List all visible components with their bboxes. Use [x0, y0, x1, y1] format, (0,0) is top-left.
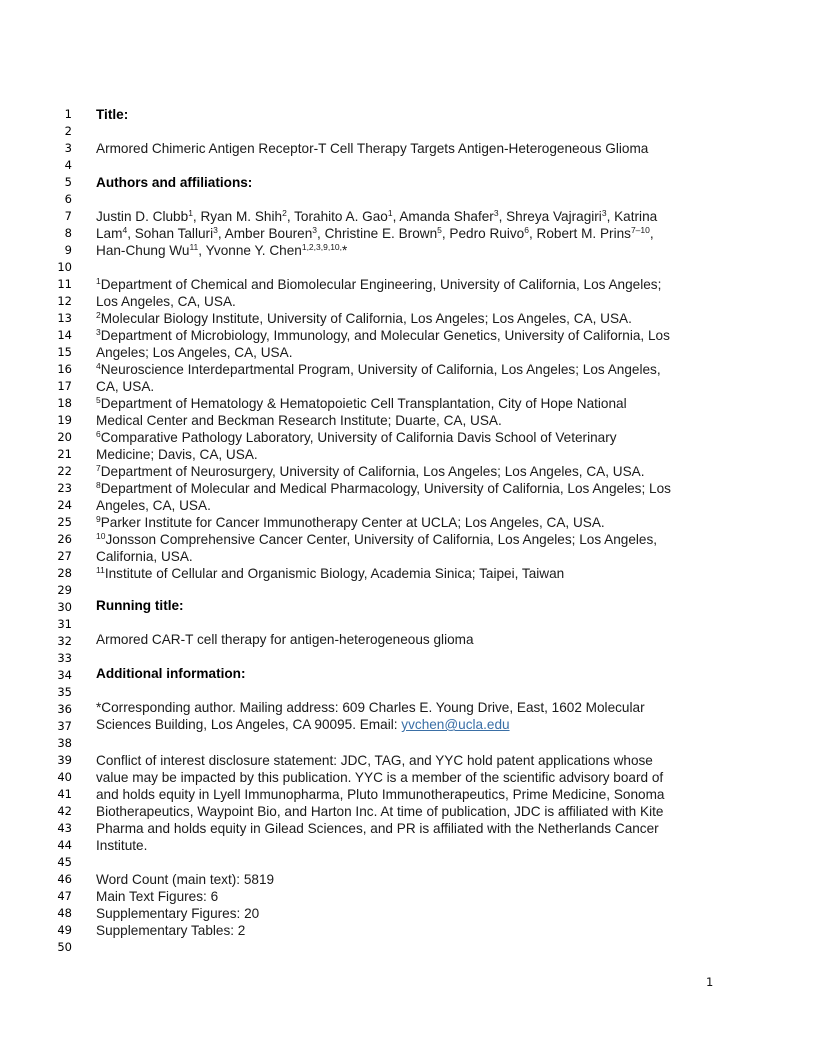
line-number: 45	[57, 855, 72, 869]
line-number: 5	[64, 175, 72, 189]
line-number: 36	[57, 702, 72, 716]
line-number: 43	[57, 821, 72, 835]
affiliation-marker: 7	[96, 463, 101, 473]
affiliation-line: Angeles, CA, USA.	[96, 498, 211, 513]
count-line: Main Text Figures: 6	[96, 889, 219, 904]
affiliation-marker: 6	[96, 429, 101, 439]
author-list-line-3	[96, 242, 347, 259]
affiliation-line: $^9$Parker Institute for Cancer Immunotherapy Center at UCLA; Los Angeles, CA, USA.	[96, 514, 605, 530]
affiliation-marker: 1	[96, 276, 101, 286]
author-text: , Shreya Vajragiri	[498, 209, 602, 224]
affiliation-marker: 6	[524, 225, 529, 235]
line-number: 11	[57, 277, 72, 291]
line-number: 6	[64, 192, 72, 206]
affiliation-line: $^2$Molecular Biology Institute, University of California, Los Angeles; Los Angeles, CA, USA.	[96, 310, 632, 326]
author-text: , Sohan Talluri	[127, 226, 214, 241]
line-number: 50	[57, 940, 72, 954]
line-number: 3	[64, 141, 72, 155]
affiliation-marker: 4	[122, 225, 128, 235]
line-number: 13	[57, 311, 72, 325]
line-number: 16	[57, 362, 72, 376]
line-number: 1	[64, 107, 72, 121]
author-text: Justin D. Clubb	[96, 209, 189, 224]
affiliation-line: $^3$Department of Microbiology, Immunology, and Molecular Genetics, University of California, Los	[96, 327, 670, 343]
affiliation-marker: 5	[437, 225, 442, 235]
count-line: Supplementary Figures: 20	[96, 906, 260, 921]
affiliation-line: $^4$Neuroscience Interdepartmental Program, University of California, Los Angeles; Los Angeles,	[96, 361, 661, 377]
affiliation-marker: 8	[96, 480, 101, 490]
author-text: , Amber Bouren	[217, 226, 313, 241]
author-text: ,	[649, 226, 654, 241]
line-number: 31	[57, 617, 72, 631]
affiliation-line: Los Angeles, CA, USA.	[96, 294, 236, 309]
affiliation-marker: 2	[282, 208, 287, 218]
line-number: 7	[64, 209, 72, 223]
line-number: 2	[64, 124, 72, 138]
additional-info-heading: Additional information:	[96, 666, 246, 681]
coi-line: Biotherapeutics, Waypoint Bio, and Harton Inc. At time of publication, JDC is affiliated with Kite	[96, 804, 664, 819]
affiliation-line: $^7$Department of Neurosurgery, University of California, Los Angeles; Los Angeles, CA, USA.	[96, 463, 645, 479]
line-number: 10	[57, 260, 72, 274]
author-text: , Katrina	[606, 209, 658, 224]
line-number: 41	[57, 787, 72, 801]
line-number: 26	[57, 532, 72, 546]
corresponding-author-line-1: *Corresponding author. Mailing address: 609 Charles E. Young Drive, East, 1602 Molecular	[96, 700, 645, 715]
affiliation-marker: 1	[387, 208, 393, 218]
affiliation-line: Medicine; Davis, CA, USA.	[96, 447, 258, 462]
affiliation-marker: 1,2,3,9,10,	[301, 242, 343, 252]
line-number: 30	[57, 600, 72, 614]
count-line: Supplementary Tables: 2	[96, 923, 246, 938]
line-number: 47	[57, 889, 72, 903]
running-title: Armored CAR-T cell therapy for antigen-heterogeneous glioma	[96, 632, 474, 647]
affiliation-marker: 7–10	[630, 225, 650, 235]
article-title: Armored Chimeric Antigen Receptor-T Cell Therapy Targets Antigen-Heterogeneous Glioma	[96, 141, 649, 156]
affiliation-line: Angeles; Los Angeles, CA, USA.	[96, 345, 293, 360]
coi-line: Conflict of interest disclosure statement: JDC, TAG, and YYC hold patent applications whose	[96, 753, 653, 768]
author-text: , Christine E. Brown	[317, 226, 438, 241]
line-number: 37	[57, 719, 72, 733]
line-number: 38	[57, 736, 72, 750]
line-number: 29	[57, 583, 72, 597]
affiliation-marker: 11	[189, 242, 199, 252]
line-number: 46	[57, 872, 72, 886]
affiliation-marker: 3	[96, 327, 101, 337]
line-number: 32	[57, 634, 72, 648]
affiliation-marker: 4	[96, 361, 101, 371]
affiliation-line: $^{11}$Institute of Cellular and Organismic Biology, Academia Sinica; Taipei, Taiwan	[96, 565, 565, 581]
affiliation-line: CA, USA.	[96, 379, 155, 394]
affiliation-line: $^6$Comparative Pathology Laboratory, University of California Davis School of Veterinary	[96, 429, 617, 445]
author-list-line-2	[96, 225, 654, 242]
line-number: 40	[57, 770, 72, 784]
author-text: Han-Chung Wu	[96, 243, 190, 258]
affiliation-marker: 3	[312, 225, 318, 235]
line-number: 22	[57, 464, 72, 478]
author-text: , Amanda Shafer	[392, 209, 494, 224]
coi-line: Institute.	[96, 838, 148, 853]
line-number: 28	[57, 566, 72, 580]
running-title-heading: Running title:	[96, 598, 184, 613]
affiliation-marker: 1	[188, 208, 193, 218]
line-number: 17	[57, 379, 72, 393]
line-number: 49	[57, 923, 72, 937]
author-text: , Pedro Ruivo	[441, 226, 525, 241]
email-link[interactable]: yvchen@ucla.edu	[401, 717, 510, 732]
line-number: 20	[57, 430, 72, 444]
author-text: , Torahito A. Gao	[286, 209, 388, 224]
line-number: 18	[57, 396, 72, 410]
author-text: , Yvonne Y. Chen	[198, 243, 302, 258]
affiliation-marker: 3	[493, 208, 499, 218]
affiliation-line: $^1$Department of Chemical and Biomolecular Engineering, University of California, Los Angeles;	[96, 276, 662, 292]
line-number: 9	[64, 243, 72, 257]
affiliation-marker: 11	[96, 565, 105, 575]
line-number: 14	[57, 328, 72, 342]
author-text: , Ryan M. Shih	[192, 209, 283, 224]
title-heading: Title:	[96, 107, 129, 122]
affiliation-line: California, USA.	[96, 549, 193, 564]
count-line: Word Count (main text): 5819	[96, 872, 275, 887]
affiliation-marker: 3	[601, 208, 607, 218]
line-number: 39	[57, 753, 72, 767]
line-number: 12	[57, 294, 72, 308]
line-number: 34	[57, 668, 72, 682]
coi-line: Pharma and holds equity in Gilead Sciences, and PR is affiliated with the Netherlands Cancer	[96, 821, 659, 836]
affiliation-marker: 5	[96, 395, 101, 405]
line-number: 35	[57, 685, 72, 699]
line-number: 33	[57, 651, 72, 665]
affiliation-line: Medical Center and Beckman Research Institute; Duarte, CA, USA.	[96, 413, 502, 428]
line-number: 25	[57, 515, 72, 529]
coi-line: value may be impacted by this publication. YYC is a member of the scientific advisory board of	[96, 770, 664, 785]
author-text: , Robert M. Prins	[528, 226, 631, 241]
affiliation-marker: 3	[213, 225, 218, 235]
line-number: 48	[57, 906, 72, 920]
line-number: 27	[57, 549, 72, 563]
corresponding-author-line-2: Sciences Building, Los Angeles, CA 90095. Email: yvchen@ucla.edu	[96, 717, 510, 732]
line-number: 15	[57, 345, 72, 359]
line-number: 8	[64, 226, 72, 240]
line-number: 24	[57, 498, 72, 512]
line-number: 23	[57, 481, 72, 495]
affiliation-marker: 2	[96, 310, 101, 320]
line-number: 21	[57, 447, 72, 461]
author-text: Lam	[96, 226, 123, 241]
line-number: 4	[64, 158, 72, 172]
affiliation-marker: 9	[96, 514, 101, 524]
affiliation-line: $^5$Department of Hematology & Hematopoietic Cell Transplantation, City of Hope National	[96, 395, 627, 411]
affiliation-line: $^{10}$Jonsson Comprehensive Cancer Center, University of California, Los Angeles; Los Angeles,	[96, 531, 658, 547]
affiliation-marker: 10	[96, 531, 106, 541]
authors-heading: Authors and affiliations:	[96, 175, 253, 190]
line-number: 44	[57, 838, 72, 852]
page-number: 1	[706, 975, 714, 989]
author-list-line-1	[96, 208, 657, 225]
affiliation-line: $^8$Department of Molecular and Medical Pharmacology, University of California, Los Angeles; Los	[96, 480, 671, 496]
author-text: *	[342, 243, 348, 258]
line-number: 42	[57, 804, 72, 818]
coi-line: and holds equity in Lyell Immunopharma, Pluto Immunotherapeutics, Prime Medicine, Sonoma	[96, 787, 665, 802]
line-number: 19	[57, 413, 72, 427]
